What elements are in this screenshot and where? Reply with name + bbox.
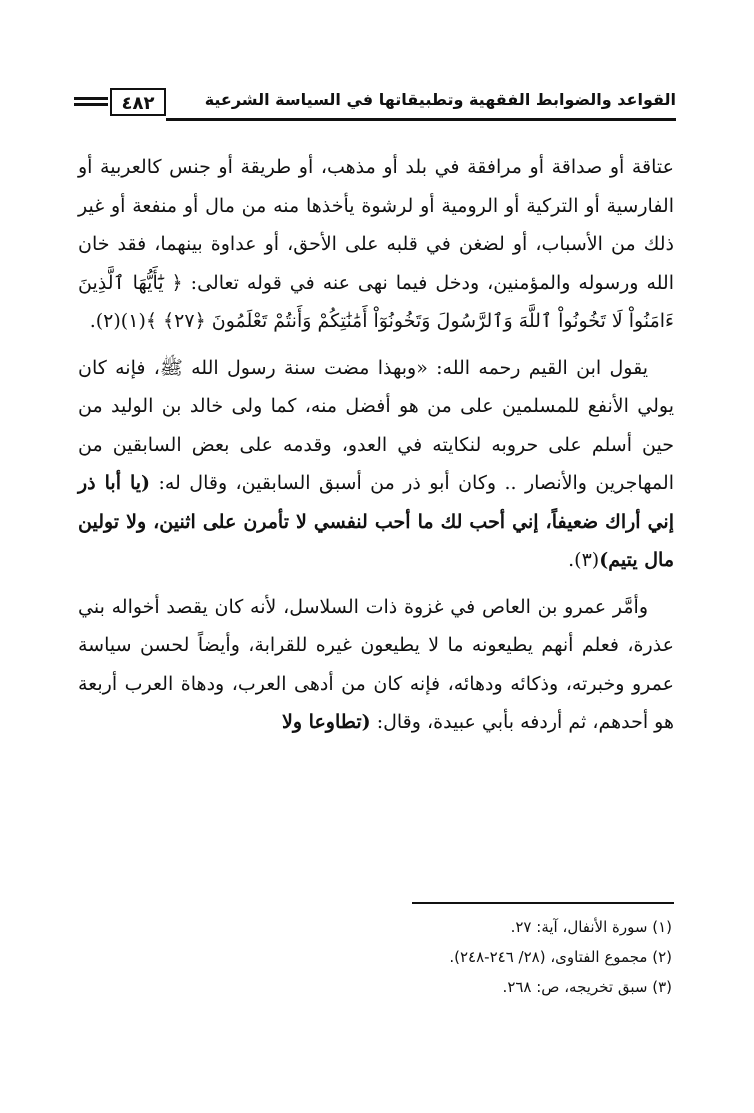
hadith-quote: (يا أبا ذر إني أراك ضعيفاً، إني أحب لك ما أحب لنفسي لا تأمرن على اثنين، ولا تولين مال يتيم) bbox=[78, 472, 674, 571]
paragraph-1-text: عتاقة أو صداقة أو مرافقة في بلد أو مذهب، أو طريقة أو جنس كالعربية أو الفارسية أو التركية أو الرومية أو لرشوة يأخذها منه من مال أو منفعة أو غير ذلك من الأسباب، أو لضغن في قلبه على الأحق، أو عداوة بينهما، فقد خان الله ورسوله والمؤمنين، ودخل فيما نهى عنه في قوله تعالى: bbox=[78, 156, 674, 294]
footnote-3: (٣) سبق تخريجه، ص: ٢٦٨. bbox=[502, 978, 672, 996]
header-ornament-lines bbox=[74, 97, 108, 106]
main-text bbox=[78, 148, 674, 742]
paragraph-3-text: وأمَّر عمرو بن العاص في غزوة ذات السلاسل، لأنه كان يقصد أخواله بني عذرة، فعلم أنهم يطيعونه ما لا يطيعون غيره للقرابة، وأيضاً لحسن سياسة عمرو وخبرته، وذكائه ودهائه، فإنه كان من أدهى العرب، ودهاة العرب أربعة هو أحدهم، ثم أردفه بأبي عبيدة، وقال: bbox=[78, 595, 674, 733]
paragraph-3 bbox=[78, 588, 674, 742]
paragraph-2-text: يقول ابن القيم رحمه الله: «وبهذا مضت سنة رسول الله ﷺ، فإنه كان يولي الأنفع للمسلمين على من هو أفضل منه، كما ولى خالد بن الوليد من حين أسلم على حروبه لنكايته في العدو، وقدمه على بعض السابقين من المهاجرين والأنصار .. وكان أبو ذر من أسبق السابقين، وقال له: bbox=[78, 356, 674, 494]
page-number: ٤٨٢ bbox=[110, 88, 166, 116]
running-title: القواعد والضوابط الفقهية وتطبيقاتها في السياسة الشرعية bbox=[204, 90, 676, 109]
footnote-separator bbox=[412, 902, 674, 904]
footnote-2: (٢) مجموع الفتاوى، (٢٨/ ٢٤٦-٢٤٨). bbox=[449, 948, 672, 966]
paragraph-1 bbox=[78, 148, 674, 341]
quote-continued: (تطاوعا ولا bbox=[282, 711, 371, 733]
footnote-ref-3: (٣). bbox=[568, 549, 600, 571]
quran-verse: ﴿ يَٰٓأَيُّهَا ٱلَّذِينَ ءَامَنُواْ لَا تَخُونُواْ ٱللَّهَ وَٱلرَّسُولَ وَتَخُونُوٓاْ أَمَٰنَٰتِكُمْ وَأَنتُمْ تَعْلَمُونَ ﴿٢٧﴾ ﴾(١)(٢). bbox=[78, 271, 674, 332]
footnote-1: (١) سورة الأنفال، آية: ٢٧. bbox=[510, 918, 672, 936]
footnotes bbox=[300, 912, 672, 1002]
header-rule bbox=[166, 118, 676, 121]
paragraph-2 bbox=[78, 349, 674, 580]
page-header bbox=[74, 86, 676, 126]
